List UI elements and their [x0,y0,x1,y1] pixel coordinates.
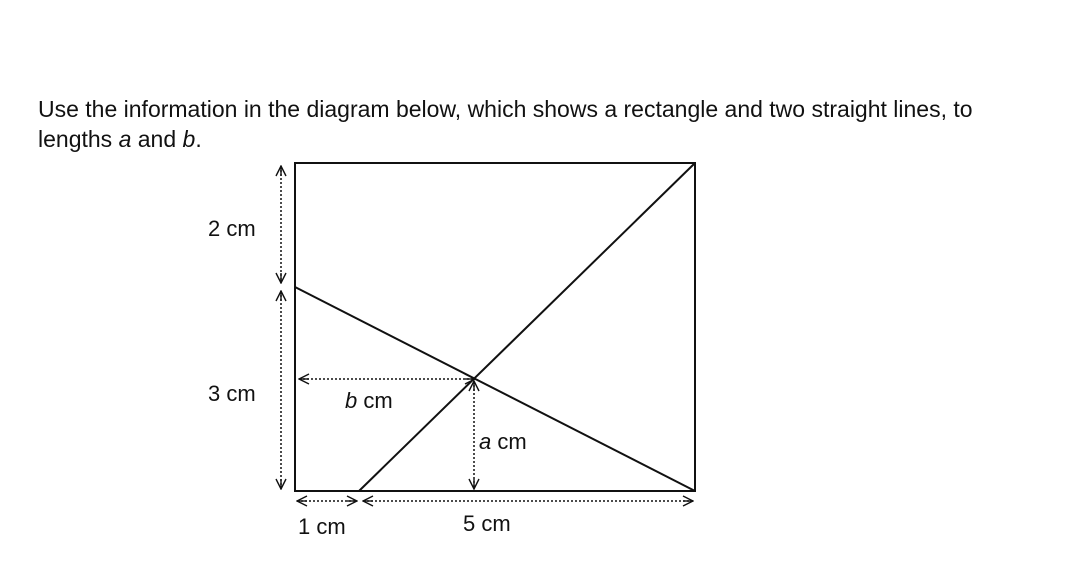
label-3cm: 3 cm [208,381,256,406]
label-5cm: 5 cm [463,511,511,536]
label-a-unit: cm [491,429,527,454]
label-2cm: 2 cm [208,216,256,241]
diagonal-line-1 [359,163,695,491]
label-b-variable: b [345,388,358,413]
label-a-variable: a [479,429,492,454]
label-b-unit: cm [357,388,393,413]
question-line-2-end: . [195,126,202,152]
label-a [479,429,527,454]
question-line-2-prefix: lengths [38,126,119,152]
variable-b: b [182,126,196,152]
label-b [345,388,393,413]
question-line-1: Use the information in the diagram below, which shows a rectangle and two straight lines, to [38,96,973,122]
label-1cm: 1 cm [298,514,346,539]
question-line-2-mid: and [131,126,183,152]
variable-a: a [118,126,132,152]
